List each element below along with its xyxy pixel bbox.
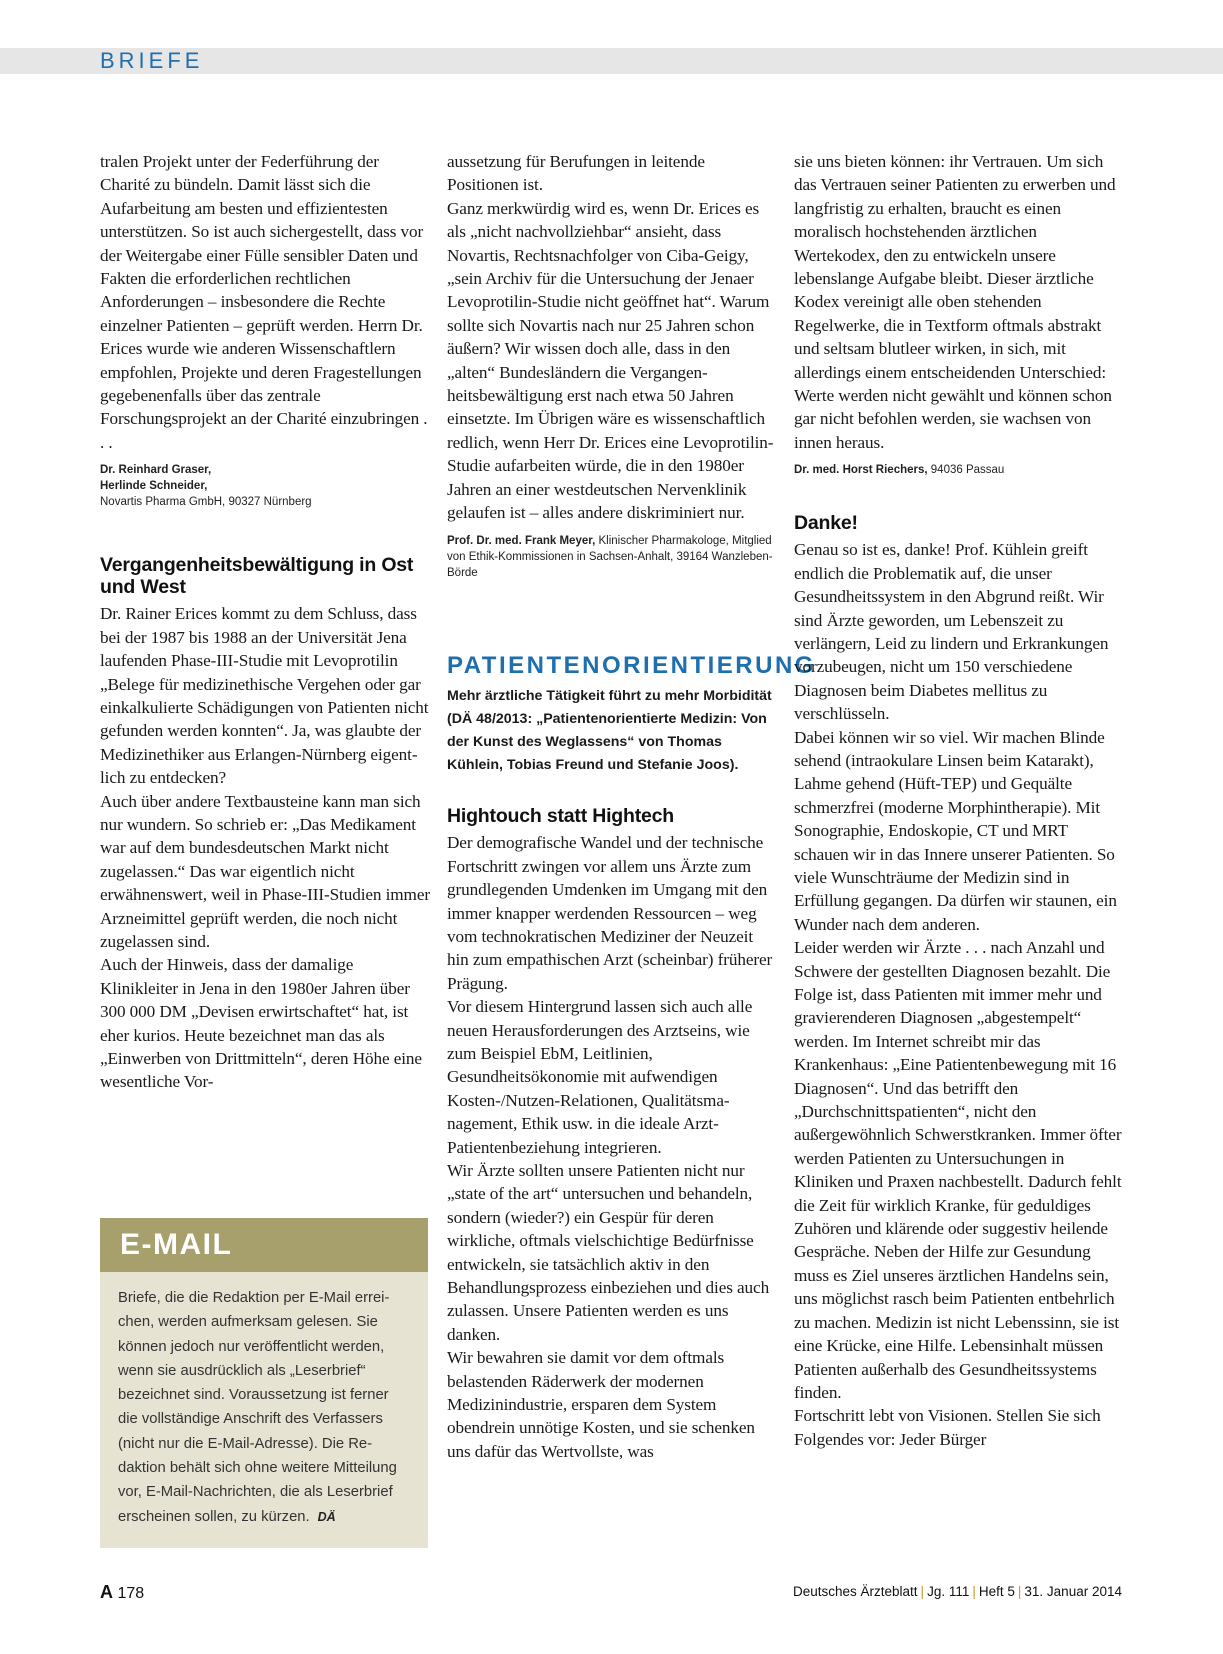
publication-volume: Jg. 111 (927, 1584, 970, 1599)
signature-name: Prof. Dr. med. Frank Meyer, (447, 534, 596, 547)
email-box-text (100, 1272, 428, 1529)
signature-name: Dr. med. Horst Riechers, (794, 464, 928, 477)
column-1 (100, 150, 430, 1094)
letter-paragraph: Auch über andere Textbausteine kann man sich nur wundern. So schrieb er: „Das Medikament war auf dem bundesdeutschen Markt nicht zugelassen.“ Das war eigentlich nicht erwähnenswert, weil in Phase-III-Studien immer Arzneimittel geprüft werden, die noch nicht zugelassen sind. (100, 791, 430, 951)
column-2 (447, 150, 816, 1463)
page-prefix: A (100, 1582, 113, 1602)
letter-paragraph: Auch der Hinweis, dass der damalige Klinikleiter in Jena in den 1980er Jahren über 300 000 DM „Devisen erwirtschaftet“ hat, ist eher kurios. Heute bezeichnet man das als „Einwerben von Drittmitteln“, deren Höhe eine wesentliche Vor- (100, 955, 422, 1092)
letter-paragraph: Fortschritt lebt von Visionen. Stellen Sie sich Folgendes vor: Jeder Bürger (794, 1406, 1101, 1449)
letter-signature (100, 462, 430, 510)
letter-signature (447, 533, 777, 581)
publication-name: Deutsches Ärzteblatt (792, 1584, 918, 1599)
letter-continuation: aussetzung für Berufungen in leitende Positionen ist. (447, 152, 705, 195)
section-title: PATIENTENORIENTIERUNG (447, 651, 816, 679)
publication-info: Deutsches Ärzteblatt | Jg. 111 | Heft 5 | 31. Januar 2014 (792, 1584, 1122, 1599)
signature-details: 94036 Passau (927, 464, 1005, 477)
letter-continuation: sie uns bieten können: ihr Vertrauen. Um sich das Vertrauen seiner Patienten zu erwerben und langfristig zu erhalten, braucht es einen moralisch hochstehenden ärztlichen Wertekodex, den zu entwickeln unsere lebenslange Aufgabe bleibt. Dieser ärztliche Kodex vereinigt alle oben stehenden Regelwerke, die in Textform oftmals abstrakt und seltsam blutleer wirken, in sich, mit allerdings einem entscheidenden Unterschied: Werte werden nicht gewählt und können schon gar nicht befohlen werden, sie wachsen von innen heraus. (794, 152, 1116, 452)
letter-paragraph: Dr. Rainer Erices kommt zu dem Schluss, dass bei der 1987 bis 1988 an der Universität Jena laufenden Phase-III-Studie mit Levoprotilin „Belege für medizinethische Vergehen oder gar einkalkulierte Schädigungen von Patienten nicht gefunden werden konnten“. Ja, was glaubte der Medizinethiker aus Erlangen-Nürnberg eigentlich zu entdecken? (100, 604, 429, 788)
page-number (100, 1582, 144, 1603)
letter-paragraph: Wir bewahren sie damit vor dem oftmals belastenden Räderwerk der modernen Medizinindustrie, ersparen dem System obendrein unnötige Kosten, und sie schenken uns dafür das Wertvollste, was (447, 1348, 755, 1461)
email-info-box (100, 1218, 428, 1548)
letter-paragraph: Genau so ist es, danke! Prof. Kühlein greift endlich die Problematik auf, die unser Gesundheitssystem in den Abgrund reißt. Wir sind Ärzte geworden, um Lebenszeit zu verlängern, Leid zu lindern und Erkrankungen vorzubeugen, nicht um 150 verschiedene Diagnosen beim Diabetes mellitus zu verschlüsseln. (794, 540, 1109, 724)
signature-name: Herlinde Schneider, (100, 480, 208, 493)
letter-continuation: tralen Projekt unter der Federführung der Charité zu bündeln. Damit lässt sich die Aufarbeitung am besten und effizientesten unterstützen. So ist auch sichergestellt, dass vor der Weitergabe einer Fülle sensibler Daten und Fakten die erforderlichen rechtlichen Anforderungen – insbesondere die Rechte einzelner Patienten – geprüft werden. Herrn Dr. Erices wurde wie anderen Wissenschaftlern empfohlen, Projekte und deren Fragestellungen gegebenenfalls über das zentrale Forschungsprojekt an der Charité einzubringen . . . (100, 152, 428, 452)
section-lead: Mehr ärztliche Tätigkeit führt zu mehr Morbidität (DÄ 48/2013: „Patientenorientierte Medizin: Von der Kunst des Weglassens“ von Thomas Kühlein, Tobias Freund und Stefanie Joos). (447, 687, 772, 774)
letter-heading: Hightouch statt Hightech (447, 805, 675, 828)
letter-paragraph: Wir Ärzte sollten unsere Patienten nicht nur „state of the art“ untersuchen und behandeln, sondern (wieder?) ein Gespür für deren wirkliche, oftmals vielschichtige Bedürfnisse entwickeln, sie tatsächlich aktiv in den Behandlungsprozess einbeziehen und dies auch zulassen. Unsere Patienten werden es uns danken. (447, 1161, 770, 1344)
letter-paragraph: Vor diesem Hintergrund lassen sich auch alle neuen Herausforderungen des Arztseins, wie zum Beispiel EbM, Leitlinien, Gesundheitsökonomie mit aufwendigen Kosten-/Nutzen-Relationen, Qualitätsmanagement, Ethik usw. in die ideale Arzt-Patientenbeziehung integrieren. (447, 997, 753, 1157)
email-box-body: Briefe, die die Redaktion per E-Mail erreichen, werden aufmerksam gelesen. Sie können jedoch nur veröffentlicht werden, wenn sie ausdrücklich als „Leserbrief“ bezeichnet sind. Voraussetzung ist ferner die vollständige Anschrift des Verfassers (nicht nur die E-Mail-Adresse). Die Redaktion behält sich ohne weitere Mitteilung vor, E-Mail-Nachrichten, die als Leserbrief erscheinen sollen, zu kürzen. (118, 1290, 397, 1525)
letter-signature (794, 462, 1124, 478)
column-3 (794, 150, 1124, 1451)
letter-paragraph: Leider werden wir Ärzte . . . nach Anzahl und Schwere der gestellten Diagnosen bezahlt. Die Folge ist, dass Patienten mit immer mehr und gravierenderen Diagnosen „abgestempelt“ werden. Im Internet schreibt mir das Krankenhaus: „Eine Patientenbewegung mit 16 Diagnosen“. Und das betrifft den „Durchschnittspatienten“, nicht den außergewöhnlich Schwerstkranken. Immer öfter werden Patienten zu Untersuchungen in Kliniken und Praxen nachbestellt. Dadurch fehlt die Zeit für wirklich Kranke, für geduldiges Zuhören und klärende oder suggestiv heilende Gespräche. Neben der Hilfe zur Gesundung muss es Ziel unseres ärztlichen Handelns sein, uns möglichst rasch beim Patienten entbehrlich zu machen. Medizin ist nicht Lebenssinn, sie ist eine Krücke, eine Hilfe. Lebensinhalt müssen Patienten außerhalb des Gesundheitssystems finden. (794, 938, 1122, 1402)
email-box-title: E-MAIL (100, 1218, 428, 1272)
letter-heading: Danke! (794, 512, 858, 535)
publication-issue: Heft 5 (978, 1584, 1015, 1599)
signature-organization: Novartis Pharma GmbH, 90327 Nürnberg (100, 496, 312, 509)
letter-paragraph: Ganz merkwürdig wird es, wenn Dr. Erices es als „nicht nachvollziehbar“ ansieht, dass Novartis, Rechtsnachfolger von Ciba-Geigy, „sein Archiv für die Untersuchung der Jenaer Levoprotilin-Studie nicht geöffnet hat“. Warum sollte sich Novartis nach nur 25 Jahren schon äußern? Wir wissen doch alle, dass in den „alten“ Bundesländern die Vergangenheitsbewältigung erst nach etwa 50 Jahren einsetzte. Im Übrigen wäre es wissenschaftlich redlich, wenn Herr Dr. Erices eine Levoprotilin-Studie aufarbeiten würde, die in den 1980er Jahren an einer westdeutschen Nervenklinik gelaufen ist – alles andere diskriminiert nur. (447, 198, 774, 523)
letter-paragraph: Dabei können wir so viel. Wir machen Blinde sehend (intraokulare Linsen beim Katarakt), Lahme gehend (Hüft-TEP) und Gequälte schmerzfrei (moderne Morphintherapie). Mit Sonographie, Endoskopie, CT und MRT schauen wir in das Innere unserer Patienten. So viele Wunschträume der Medizin sind in Erfüllung gegangen. Da dürfen wir staunen, ein Wunder nach dem anderen. (794, 727, 1117, 934)
letter-paragraph: Der demografische Wandel und der technische Fortschritt zwingen vor allem uns Ärzte zum grundlegenden Umdenken im Umgang mit den immer knapper werdenden Ressourcen – weg vom technokratischen Mediziner der Neuzeit hin zum empathischen Arzt (scheinbar) früherer Prägung. (447, 833, 773, 993)
email-box-signature: DÄ (317, 1509, 336, 1524)
publication-date: 31. Januar 2014 (1024, 1584, 1122, 1599)
section-label: BRIEFE (100, 48, 204, 73)
signature-name: Dr. Reinhard Graser, (100, 464, 212, 477)
page-number-value: 178 (117, 1585, 145, 1602)
letter-heading: Vergangenheitsbewältigung in Ost und West (100, 554, 414, 599)
signature-details: Klinischer Pharmakologe, Mitglied von Ethik-Kommissionen in Sachsen-Anhalt, 39164 Wanzleben-Börde (447, 534, 773, 579)
